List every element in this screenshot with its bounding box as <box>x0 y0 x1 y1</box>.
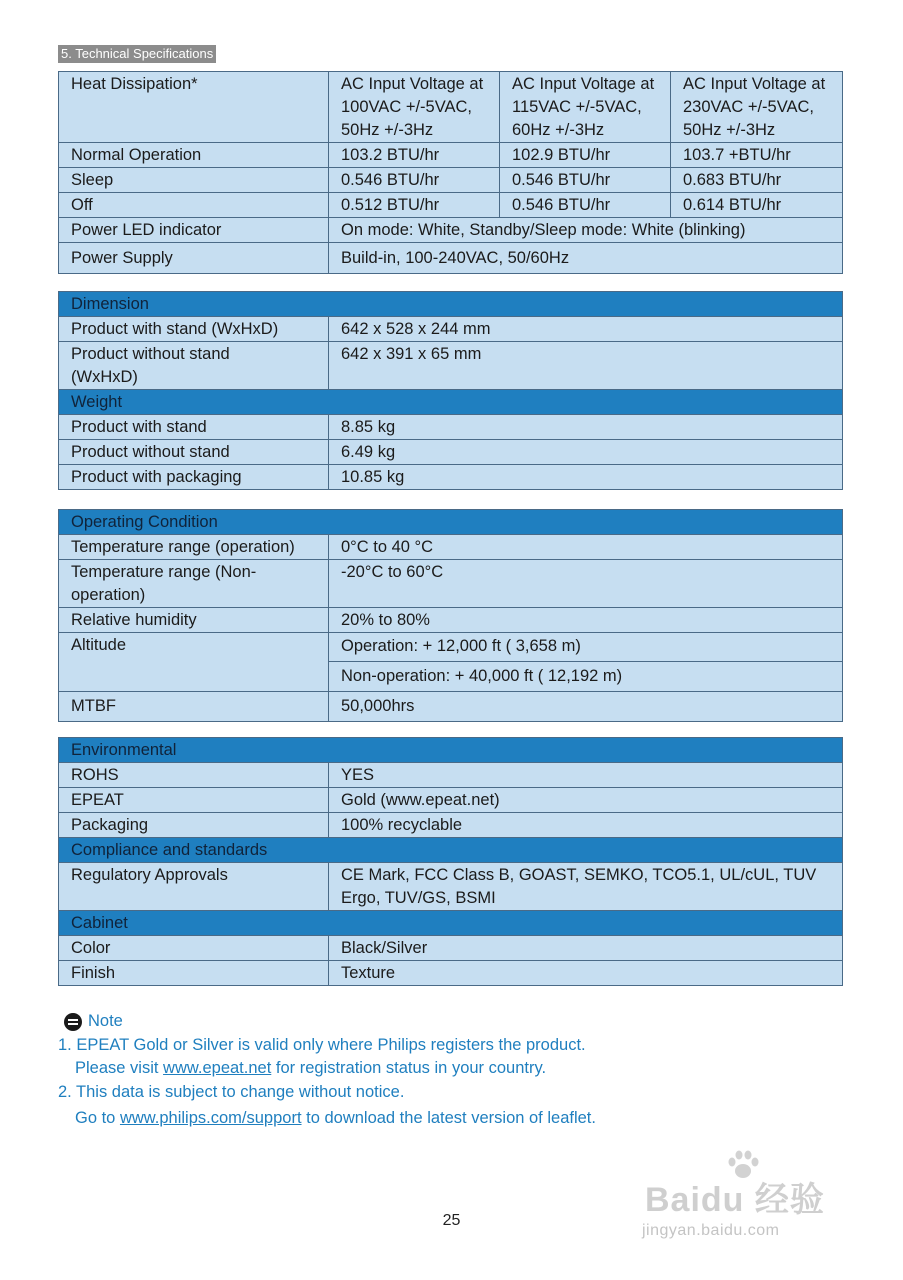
row-value: 642 x 528 x 244 mm <box>329 317 843 342</box>
note-block <box>58 1010 842 1131</box>
note-icon <box>64 1013 82 1031</box>
row-label: Temperature range (operation) <box>59 535 329 560</box>
table-row <box>59 961 843 986</box>
dimension-header: Dimension <box>59 292 843 317</box>
dimension-weight-table <box>58 291 843 490</box>
baidu-watermark <box>640 1150 850 1245</box>
table-row <box>59 440 843 465</box>
row-label: Sleep <box>59 168 329 193</box>
row-label: Temperature range (Non- operation) <box>59 560 329 608</box>
row-label: Color <box>59 936 329 961</box>
row-label: Relative humidity <box>59 608 329 633</box>
row-value: Build-in, 100-240VAC, 50/60Hz <box>329 243 843 274</box>
row-label: EPEAT <box>59 788 329 813</box>
cabinet-header: Cabinet <box>59 911 843 936</box>
row-value: 100% recyclable <box>329 813 843 838</box>
row-label: Product with packaging <box>59 465 329 490</box>
row-label: Product with stand (WxHxD) <box>59 317 329 342</box>
row-value: 20% to 80% <box>329 608 843 633</box>
row-value: 102.9 BTU/hr <box>500 143 671 168</box>
row-value: 103.2 BTU/hr <box>329 143 500 168</box>
baidu-url: jingyan.baidu.com <box>642 1222 780 1239</box>
table-row <box>59 608 843 633</box>
philips-support-link[interactable]: www.philips.com/support <box>119 1109 302 1127</box>
row-value: 50,000hrs <box>329 692 843 722</box>
row-label: Product with stand <box>59 415 329 440</box>
table-row <box>59 243 843 274</box>
row-label: MTBF <box>59 692 329 722</box>
row-value: Texture <box>329 961 843 986</box>
table-row <box>59 560 843 608</box>
table-row <box>59 692 843 722</box>
row-label: Normal Operation <box>59 143 329 168</box>
heat-dissipation-label: Heat Dissipation* <box>59 72 329 143</box>
row-value: 0.614 BTU/hr <box>671 193 843 218</box>
row-value: 103.7 +BTU/hr <box>671 143 843 168</box>
operating-condition-table <box>58 509 843 722</box>
row-value: 0.546 BTU/hr <box>329 168 500 193</box>
table-row <box>59 535 843 560</box>
row-label: ROHS <box>59 763 329 788</box>
row-label: Product without stand <box>59 440 329 465</box>
table-row <box>59 342 843 390</box>
heat-dissipation-row <box>59 72 843 143</box>
note-item-1-detail: Please visit www.epeat.net for registration status in your country. <box>75 1059 547 1077</box>
table-row <box>59 317 843 342</box>
row-label: Power Supply <box>59 243 329 274</box>
row-value: 0.546 BTU/hr <box>500 193 671 218</box>
table-row <box>59 465 843 490</box>
table-row <box>59 168 843 193</box>
row-label: Packaging <box>59 813 329 838</box>
row-value: 0°C to 40 °C <box>329 535 843 560</box>
note-title-text: Note <box>88 1012 123 1030</box>
row-label: Off <box>59 193 329 218</box>
environmental-header: Environmental <box>59 738 843 763</box>
table-row <box>59 936 843 961</box>
row-value: On mode: White, Standby/Sleep mode: White (blinking) <box>329 218 843 243</box>
power-spec-table <box>58 71 843 274</box>
row-value: Operation: + 12,000 ft ( 3,658 m) <box>329 633 843 662</box>
compliance-header: Compliance and standards <box>59 838 843 863</box>
row-value: Black/Silver <box>329 936 843 961</box>
environmental-table <box>58 737 843 986</box>
table-row <box>59 863 843 911</box>
table-row <box>59 763 843 788</box>
table-row <box>59 218 843 243</box>
voltage-header-2: AC Input Voltage at 115VAC +/-5VAC, 60Hz +/-3Hz <box>500 72 671 143</box>
row-value: Gold (www.epeat.net) <box>329 788 843 813</box>
row-value: 0.683 BTU/hr <box>671 168 843 193</box>
note-item-2-detail: Go to www.philips.com/support to download the latest version of leaflet. <box>75 1109 596 1127</box>
row-value: Non-operation: + 40,000 ft ( 12,192 m) <box>329 662 843 692</box>
table-row <box>59 633 843 662</box>
row-label: Altitude <box>59 633 329 692</box>
epeat-link[interactable]: www.epeat.net <box>163 1059 272 1077</box>
note-title <box>64 1010 842 1034</box>
operating-header: Operating Condition <box>59 510 843 535</box>
row-value: -20°C to 60°C <box>329 560 843 608</box>
voltage-header-1: AC Input Voltage at 100VAC +/-5VAC, 50Hz +/-3Hz <box>329 72 500 143</box>
row-value: CE Mark, FCC Class B, GOAST, SEMKO, TCO5.1, UL/cUL, TUV Ergo, TUV/GS, BSMI <box>329 863 843 911</box>
row-value: 0.512 BTU/hr <box>329 193 500 218</box>
row-label: Product without stand (WxHxD) <box>59 342 329 390</box>
row-value: 6.49 kg <box>329 440 843 465</box>
table-row <box>59 193 843 218</box>
table-row <box>59 788 843 813</box>
section-label: 5. Technical Specifications <box>58 45 216 63</box>
row-value: 642 x 391 x 65 mm <box>329 342 843 390</box>
table-row <box>59 143 843 168</box>
note-item-1: 1. EPEAT Gold or Silver is valid only where Philips registers the product. <box>58 1035 586 1054</box>
page-number: 25 <box>442 1212 461 1229</box>
weight-header: Weight <box>59 390 843 415</box>
table-row <box>59 415 843 440</box>
baidu-logo: Baidu 经验 <box>645 1181 825 1219</box>
row-value: 10.85 kg <box>329 465 843 490</box>
table-row <box>59 813 843 838</box>
voltage-header-3: AC Input Voltage at 230VAC +/-5VAC, 50Hz +/-3Hz <box>671 72 843 143</box>
row-label: Regulatory Approvals <box>59 863 329 911</box>
row-value: 8.85 kg <box>329 415 843 440</box>
row-label: Finish <box>59 961 329 986</box>
row-value: YES <box>329 763 843 788</box>
row-value: 0.546 BTU/hr <box>500 168 671 193</box>
note-item-2: 2. This data is subject to change without notice. <box>58 1082 405 1101</box>
row-label: Power LED indicator <box>59 218 329 243</box>
